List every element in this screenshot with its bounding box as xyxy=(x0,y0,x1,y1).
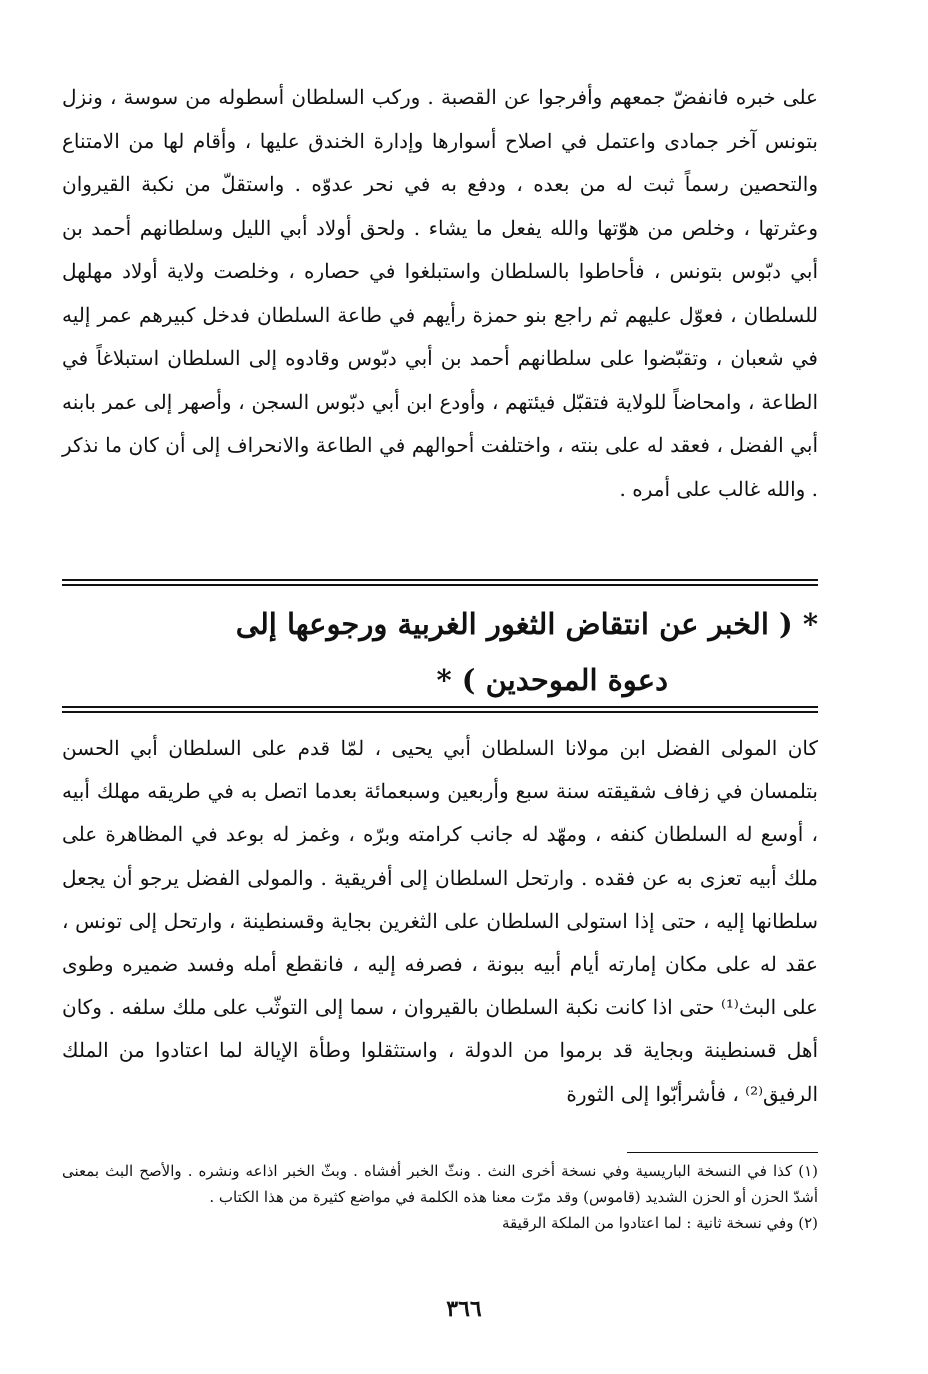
page-number: ٣٦٦ xyxy=(446,1296,482,1322)
section-divider-bottom xyxy=(62,706,818,713)
section-divider-top xyxy=(62,579,818,586)
top-paragraph xyxy=(62,76,818,511)
top-paragraph-text: على خبره فانفضّ جمعهم وأفرجوا عن القصبة . وركب السلطان أسطوله من سوسة ، ونزل بتونس آخر جمادى واعتمل في اصلاح أسوارها وإدارة الخندق عليها ، وأقام لها من الامتناع والتحصين رسماً ثبت له من بعده ، ودفع به في نحر عدوّه . واستقلّ من نكبة القيروان وعثرتها ، وخلص من هوّتها والله يفعل ما يشاء . ولحق أولاد أبي الليل وسلطانهم أحمد بن أبي دبّوس بتونس ، فأحاطوا بالسلطان واستبلغوا في حصاره ، وخلصت ولاية أولاد مهلهل للسلطان ، فعوّل عليهم ثم راجع بنو حمزة رأيهم في طاعة السلطان فدخل كبيرهم عمر إليه في شعبان ، وتقبّضوا على سلطانهم أحمد بن أبي دبّوس وقادوه إلى السلطان استبلاغاً في الطاعة ، وامحاضاً للولاية فتقبّل فيئتهم ، وأودع ابن أبي دبّوس السجن ، وأصهر إلى عمر بابنه أبي الفضل ، فعقد له على بنته ، واختلفت أحوالهم في الطاعة والانحراف إلى أن كان ما نذكر . والله غالب على أمره . xyxy=(62,85,819,501)
section-heading-line1: * ( الخبر عن انتقاض الثغور الغربية ورجوعها إلى xyxy=(235,607,818,641)
section-heading xyxy=(62,596,818,708)
section-heading-line2: دعوة الموحدين ) * xyxy=(436,663,668,697)
footnotes xyxy=(62,1158,818,1236)
main-paragraph xyxy=(62,727,818,1116)
main-paragraph-text: كان المولى الفضل ابن مولانا السلطان أبي يحيى ، لمّا قدم على السلطان أبي الحسن بتلمسان في زفاف شقيقته سنة سبع وأربعين وسبعمائة بعدما اتصل به في طريقه مهلك أبيه ، أوسع له السلطان كنفه ، ومهّد له جانب كرامته وبرّه ، وغمز له بوعد في المظاهرة على ملك أبيه تعزى به عن فقده . وارتحل السلطان إلى أفريقية . والمولى الفضل يرجو أن يجعل سلطانها إليه ، حتى إذا استولى السلطان على الثغرين بجاية وقسنطينة ، وارتحل إلى تونس ، عقد له على مكان إمارته أيام أبيه ببونة ، فصرفه إليه ، فانقطع أمله وفسد ضميره وطوى على البث⁽¹⁾ حتى اذا كانت نكبة السلطان بالقيروان ، سما إلى التوثّب على ملك سلفه . وكان أهل قسنطينة وبجاية قد برموا من الدولة ، واستثقلوا وطأة الإيالة لما اعتادوا من الملك الرفيق⁽²⁾ ، فأشرأبّوا إلى الثورة xyxy=(62,736,818,1106)
footnote-2: (٢) وفي نسخة ثانية : لما اعتادوا من الملكة الرقيقة xyxy=(501,1214,818,1232)
footnote-1: (١) كذا في النسخة الباريسية وفي نسخة أخرى النث . ونثّ الخبر أفشاه . وبثّ الخبر اذاعه ونشره . والأصح البث بمعنى أشدّ الحزن أو الحزن الشديد (قاموس) وقد مرّت معنا هذه الكلمة في مواضع كثيرة من هذا الكتاب . xyxy=(62,1162,818,1206)
footnote-separator xyxy=(627,1152,818,1153)
